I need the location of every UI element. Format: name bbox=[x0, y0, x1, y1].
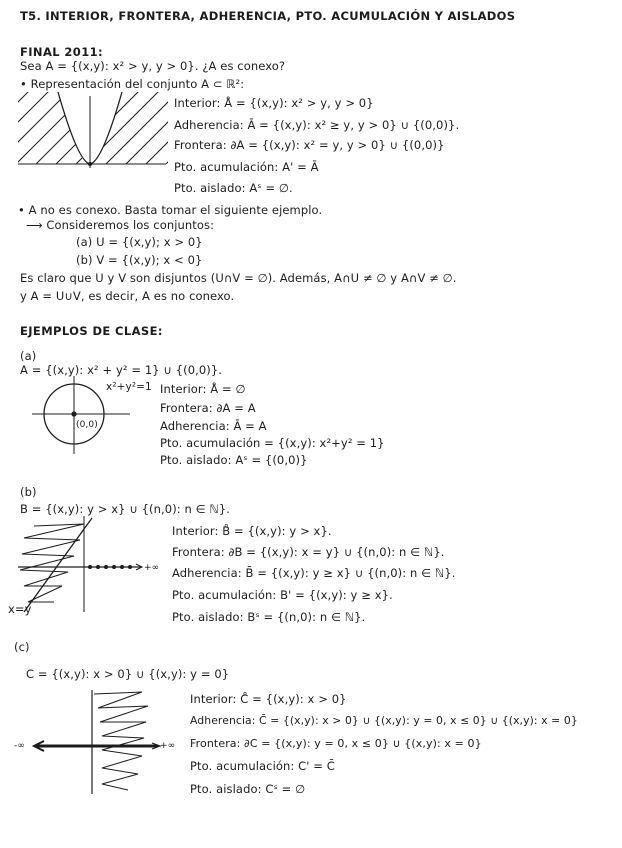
example-b-interior: Interior: B̊ = {(x,y): y > x}. bbox=[172, 524, 332, 538]
ejemplos-heading: EJEMPLOS DE CLASE: bbox=[20, 324, 163, 338]
example-c-adherencia: Adherencia: C̄ = {(x,y): x > 0} ∪ {(x,y): y = 0, x ≤ 0} ∪ {(x,y): x = 0} bbox=[190, 714, 578, 727]
example-a-acumulacion: Pto. acumulación = {(x,y): x²+y² = 1} bbox=[160, 436, 385, 450]
final-frontera: Frontera: ∂A = {(x,y): x² = y, y > 0} ∪ {(0,0)} bbox=[174, 138, 445, 152]
final-set-v: (b) V = {(x,y); x < 0} bbox=[76, 253, 203, 267]
final-representation: • Representación del conjunto A ⊂ ℝ²: bbox=[20, 77, 245, 91]
example-b-aislado: Pto. aislado: Bˢ = {(n,0): n ∈ ℕ}. bbox=[172, 610, 366, 624]
example-a-aislado: Pto. aislado: Aˢ = {(0,0)} bbox=[160, 453, 308, 467]
example-c-label: (c) bbox=[14, 640, 30, 654]
final-no-conexo: • A no es conexo. Basta tomar el siguiente ejemplo. bbox=[18, 203, 323, 217]
example-c-interior: Interior: C̊ = {(x,y): x > 0} bbox=[190, 692, 347, 706]
example-a-interior: Interior: Å = ∅ bbox=[160, 382, 246, 396]
page-title: T5. INTERIOR, FRONTERA, ADHERENCIA, PTO. ACUMULACIÓN Y AISLADOS bbox=[20, 9, 516, 23]
example-b-acumulacion: Pto. acumulación: B' = {(x,y): y ≥ x}. bbox=[172, 588, 393, 602]
example-b-frontera: Frontera: ∂B = {(x,y): x = y} ∪ {(n,0): n ∈ ℕ}. bbox=[172, 545, 445, 559]
final-adherencia: Adherencia: Ā = {(x,y): x² ≥ y, y > 0} ∪ {(0,0)}. bbox=[174, 118, 460, 132]
final-conclusion-1: Es claro que U y V son disjuntos (U∩V = ∅). Además, A∩U ≠ ∅ y A∩V ≠ ∅. bbox=[20, 271, 457, 285]
half-plane-diagram bbox=[18, 686, 176, 796]
example-a-label: (a) bbox=[20, 349, 37, 363]
example-a-adherencia: Adherencia: Ā = A bbox=[160, 419, 267, 433]
diagonal-line-label: x=y bbox=[8, 602, 32, 616]
example-a-definition: A = {(x,y): x² + y² = 1} ∪ {(0,0)}. bbox=[20, 363, 223, 377]
parabola-diagram bbox=[18, 92, 168, 172]
final-aislado: Pto. aislado: Aˢ = ∅. bbox=[174, 181, 293, 195]
final-set-u: (a) U = {(x,y); x > 0} bbox=[76, 235, 203, 249]
example-c-frontera: Frontera: ∂C = {(x,y): y = 0, x ≤ 0} ∪ {(x,y): x = 0} bbox=[190, 737, 482, 750]
example-a-frontera: Frontera: ∂A = A bbox=[160, 401, 256, 415]
example-c-acumulacion: Pto. acumulación: C' = C̄ bbox=[190, 759, 335, 773]
origin-label: (0,0) bbox=[76, 420, 98, 430]
final-consider: ⟶ Consideremos los conjuntos: bbox=[26, 218, 215, 232]
final-acumulacion: Pto. acumulación: A' = Ā bbox=[174, 160, 319, 174]
final-conclusion-2: y A = U∪V, es decir, A es no conexo. bbox=[20, 289, 235, 303]
example-b-definition: B = {(x,y): y > x} ∪ {(n,0): n ∈ ℕ}. bbox=[20, 502, 231, 516]
neg-infinity-label: -∞ bbox=[14, 741, 25, 751]
example-c-definition: C = {(x,y): x > 0} ∪ {(x,y): y = 0} bbox=[26, 667, 230, 681]
example-b-label: (b) bbox=[20, 485, 37, 499]
final-interior: Interior: Å = {(x,y): x² > y, y > 0} bbox=[174, 96, 374, 110]
final-statement: Sea A = {(x,y): x² > y, y > 0}. ¿A es conexo? bbox=[20, 59, 286, 73]
infinity-label: +∞ bbox=[144, 563, 160, 573]
example-c-aislado: Pto. aislado: Cˢ = ∅ bbox=[190, 782, 306, 796]
example-b-adherencia: Adherencia: B̄ = {(x,y): y ≥ x} ∪ {(n,0): n ∈ ℕ}. bbox=[172, 566, 456, 580]
pos-infinity-label: +∞ bbox=[160, 741, 176, 751]
line-diagram bbox=[14, 516, 164, 614]
circle-equation-label: x²+y²=1 bbox=[106, 381, 152, 393]
final-heading: FINAL 2011: bbox=[20, 45, 103, 59]
